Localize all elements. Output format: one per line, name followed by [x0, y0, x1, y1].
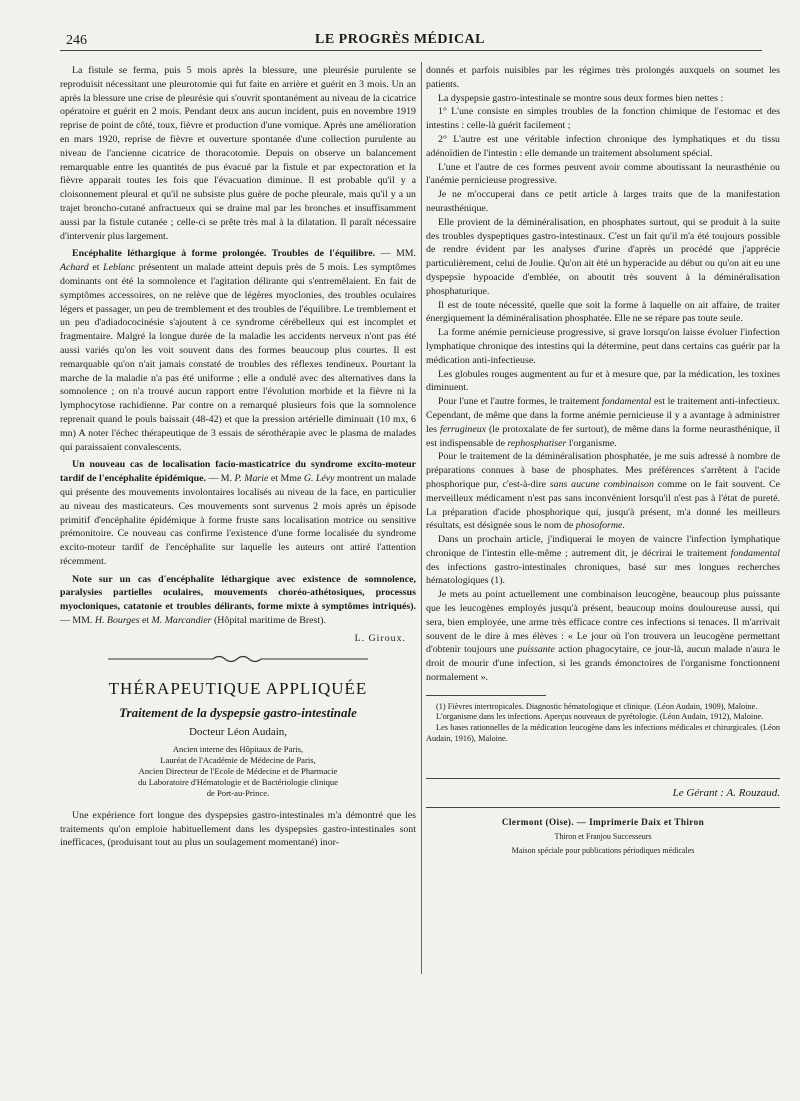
credential-line: Ancien interne des Hôpitaux de Paris,: [172, 743, 304, 754]
journal-title: LE PROGRÈS MÉDICAL: [314, 32, 486, 47]
footnote: (1) Fièvres intertropicales. Diagnostic hématologique et clinique. (Léon Audain, 1909), Maloine.: [436, 701, 758, 711]
author-marcandier: M. Marcandier: [151, 615, 212, 627]
footnote-rule: [426, 695, 546, 696]
paragraph-fondamental: Pour l'une et l'autre formes, le traitement fondamental est le traitement anti-infectieux. Cependant, de même que dans la forme anémie pernicieuse il y a avantage à administrer les ferrugineux (le protoxalate de fer surtout), de même dans la forme neurasthénique, il est indispensable de rephosphatiser l'organisme.: [426, 396, 780, 449]
paragraph-anemie: La forme anémie pernicieuse progressive, si grave lorsqu'on laisse évoluer l'infection lymphatique chronique des intestins qui la détermine, peut dans certains cas guérir par la médication anti-infectieuse.: [426, 327, 780, 366]
paragraph-note-encephalite: Note sur un cas d'encéphalite léthargique avec existence de somnolence, paralysies partielles oculaires, mouvements choréo-athétosiques, processus myocloniques, catatonie et troubles délirants, forme mixte à symptômes intriqués). — MM. H. Bourges et M. Marcandier (Hôpital maritime de Brest).: [60, 573, 416, 627]
column-divider: [421, 62, 422, 974]
credential-line: Ancien Directeur de l'Ecole de Médecine et de Pharmacie: [138, 765, 338, 776]
gerant-rule-bottom: [426, 807, 780, 808]
paragraph-fistule: La fistule se ferma, puis 5 mois après la blessure, une pleurésie purulente se reproduisit nécessitant une pleurotomie qui fut faite en arrière et guérit en 3 mois. Un an après la blessure une crise de pleurésie qui s'ouvrit spontanément au niveau de la cicatrice opératoire et guérit en 2 mois. Pendant deux ans aucun incident, puis en novembre 1919 reprise de point de côté, toux, fièvre et production d'une vomique. Après une amélioration en mars 1920, reprise de fièvre et ouverture spontanée d'une collection purulente au niveau de l'ancienne cicatrice de thoracotomie. Depuis on observe un balancement remarquable entre les quantités de pus évacué par la fistule et par expectoration et la fièvre apparait toutes les fois que l'évacuation diminue. Il est probable qu'il y a cloisonnement pleural et qu'il ne subsiste plus guère de poche pleurale, mais qu'il y a un trajet broncho-cutané anfractueux qui se draine mal par les bronches et insuffisamment aussi par la fistule cutanée ; celle-ci se prête très mal à la dilatation. Il paraît nécessaire d'intervenir plus largement.: [60, 65, 416, 242]
paragraph-neurasthenie: Je ne m'occuperai dans ce petit article à larges traits que de la manifestation neurasthénique.: [426, 189, 780, 214]
paragraph-regimes: donnés et parfois nuisibles par les régimes très prolongés auxquels on soumet les patients.: [426, 65, 780, 90]
paragraph-forme-2: 2° L'autre est une véritable infection chronique des lymphatiques et du tissu adénoïdien de l'intestin : elle demande un traitement absolument spécial.: [426, 133, 780, 159]
paragraph-prochain-article: Dans un prochain article, j'indiquerai le moyen de vaincre l'infection lymphatique chronique de l'intestin elle-même ; autrement dit, je décrirai le traitement fondamental des infections gastro-intestinales chroniques, basé sur mes longues recherches hématologiques (1).: [426, 534, 780, 587]
author-marie: P. Marie: [234, 473, 269, 485]
lead-note-encephalite: Note sur un cas d'encéphalite léthargique avec existence de somnolence, paralysies partielles oculaires, mouvements choréo-athétosiques, processus myocloniques, catatonie et troubles délirants, forme mixte à symptômes intriqués).: [60, 573, 416, 613]
paragraph-globules: Les globules rouges augmentent au fur et à mesure que, par la médication, les toxines diminuent.: [426, 368, 780, 394]
printer-specialty: Maison spéciale pour publications périodiques médicales: [511, 845, 695, 855]
paragraph-traitement-phosphatee: Pour le traitement de la déminéralisation phosphatée, je me suis adressé à nombre de préparations connues à base de phosphates. Mes préférences s'arrêtent à l'acide phosphorique pur, c'est-à-dire sans aucune combinaison comme on le fait souvent. Ce merveilleux médicament n'est pas sans inconvénient lorsqu'il n'est pas à l'état de pureté. La préparation d'acide phosphorique qui, jusqu'à présent, m'a donné les meilleurs résultats, est désignée sous le nom de phosoforme.: [426, 451, 781, 532]
printer-successors: Thiron et Franjou Successeurs: [554, 831, 652, 841]
printer-imprint: Clermont (Oise). — Imprimerie Daix et Thiron: [501, 817, 705, 828]
signature-giroux: L. Giroux.: [354, 632, 406, 644]
lead-encephalite-prolongee: Encéphalite léthargique à forme prolongée. Troubles de l'équilibre.: [72, 248, 376, 260]
left-column: [60, 64, 416, 850]
paragraph-facio-masticatrice: Un nouveau cas de localisation facio-masticatrice du syndrome excito-moteur tardif de l'encéphalite épidémique. — M. P. Marie et Mme G. Lévy montrent un malade qui présente des mouvements involontaires localisés au niveau de la face, en particulier au niveau des masticateurs. Ces mouvements sont survenus 2 mois après un épisode primitif d'encéphalite épidémique à forme fruste sans localisation motrice ou sensitive prémonitoire. Ce nouveau cas confirme l'existence d'une forme localisée du syndrome excito-moteur tardif de l'encéphalite sur laquelle les auteurs ont attiré l'attention récemment.: [60, 459, 417, 567]
paragraph-forme-1: 1° L'une consiste en simples troubles de la fonction chimique de l'estomac et des intestins : celle-là guérit facilement ;: [426, 106, 780, 132]
author-achard: Achard: [60, 262, 89, 274]
section-title: THÉRAPEUTIQUE APPLIQUÉE: [108, 679, 368, 699]
author-levy: G. Lévy: [303, 473, 335, 485]
author-leblanc: Leblanc: [103, 262, 135, 274]
lead-facio-masticatrice: Un nouveau cas de localisation facio-masticatrice du syndrome excito-moteur tardif de l'encéphalite épidémique.: [60, 459, 416, 485]
author-bourges: H. Bourges: [94, 615, 140, 627]
credential-line: de Port-au-Prince.: [206, 787, 270, 798]
header-rule: [60, 50, 762, 51]
article-author: Docteur Léon Audain,: [188, 726, 288, 739]
footnote: L'organisme dans les infections. Aperçus nouveaux de pyrétologie. (Léon Audain, 1912), Maloine.: [436, 712, 764, 722]
paragraph-experience: Une expérience fort longue des dyspepsies gastro-intestinales m'a démontré que les traitements qu'on emploie habituellement dans les dyspepsies gastro-intestinales sont inefficaces, (produisant tout au plus un soulagement momentané) inor-: [60, 809, 416, 849]
paragraph-leucogene: Je mets au point actuellement une combinaison leucogène, beaucoup plus puissante que les leucogènes employés jusqu'à présent, beaucoup moins douloureuse aussi, qui sera, bien employée, une arme très efficace contre ces infections si tenaces. Il m'arrivait souvent de le dire à mes élèves : « Le jour où l'on trouvera un leucogène permettant d'obtenir toujours une puissante action phagocytaire, ce jour-là, aucun malade n'aura le droit de mourir d'une infection, si les grands émonctoires de l'organisme fonctionnent normalement ».: [426, 589, 780, 684]
gerant-line: Le Gérant : A. Rouzaud.: [672, 787, 780, 800]
paragraph-demineralisation: Elle provient de la déminéralisation, en phosphates surtout, qui se produit à la suite des troubles dyspeptiques gastro-intestinaux. C'est un fait qu'il m'a été toujours possible de rendre évident par les analyses d'urine d'après un procédé que j'apprécie particulièrement, celui de Joulie. Qu'on ait été un hyperacide au début ou qu'on ait eu une dyspepsie hypoacide d'emblée, on aboutit très souvent à la déminéralisation phosphaturique.: [426, 216, 780, 297]
page-number: 246: [66, 33, 87, 48]
right-column: [426, 64, 780, 857]
ornament-divider: [60, 654, 416, 669]
footnotes: [426, 702, 780, 744]
article-title: Traitement de la dyspepsie gastro-intestinale: [119, 705, 357, 721]
author-credentials: [60, 744, 416, 799]
credential-line: du Laboratoire d'Hématologie et de Bactériologie clinique: [137, 776, 339, 787]
gerant-rule-top: [426, 778, 780, 779]
footnote: Les bases rationnelles de la médication leucogène dans les infections médicales et chirurgicales. (Léon Audain, 1916), Maloine.: [426, 723, 780, 743]
credential-line: Lauréat de l'Académie de Médecine de Paris,: [160, 754, 316, 765]
paragraph-aboutissant: L'une et l'autre de ces formes peuvent avoir comme aboutissant la neurasthénie ou l'anémie pernicieuse progressive.: [426, 161, 780, 187]
paragraph-encephalite-prolongee: Encéphalite léthargique à forme prolongée. Troubles de l'équilibre. — MM. Achard et Leblanc présentent un malade atteint depuis près de 5 mois. Les symptômes dominants ont été la somnolence et l'agitation délirante qui s'entremêlaient. En fait de symptômes accessoires, on ne relève que de légères myoclonies, des troubles oculaires légers et passager, un peu de tremblement et des troubles de l'équilibre. Le tremblement et un peu d'adiadococinésie s'ajoutent à ce syndrome cérébelleux qui est incomplet et fragmentaire. Malgré la longue durée de la maladie les accidents nerveux n'ont pas été aussi variés qu'on les voit souvent dans des formes beaucoup plus courtes. Il est remarquable qu'on n'ait jamais constaté de troubles des réflexes tendineux. Pourtant la marche de la maladie n'a pas été uniforme ; elle a ondulé avec des alternatives dans la somnolence ; on n'a trouvé aucun rapport entre l'évolution morbide et la fièvre ni la lymphocytose rachidienne. Par contre on a remarqué plusieurs fois que la somnolence reprenait quand le pouls baissait (48-42) et que la pression artérielle diminuait (10 mx, 6 mn) A noter l'échec thérapeutique de 3 essais de sérothérapie avec le plasma de malades qui paraissaient convalescents.: [60, 248, 416, 453]
paragraph-deux-formes: La dyspepsie gastro-intestinale se montre sous deux formes bien nettes :: [438, 92, 724, 104]
paragraph-necessite: Il est de toute nécessité, quelle que soit la forme à laquelle on ait affaire, de traiter énergiquement la déminéralisation phosphatée. Elle ne se répare pas toute seule.: [426, 299, 780, 325]
